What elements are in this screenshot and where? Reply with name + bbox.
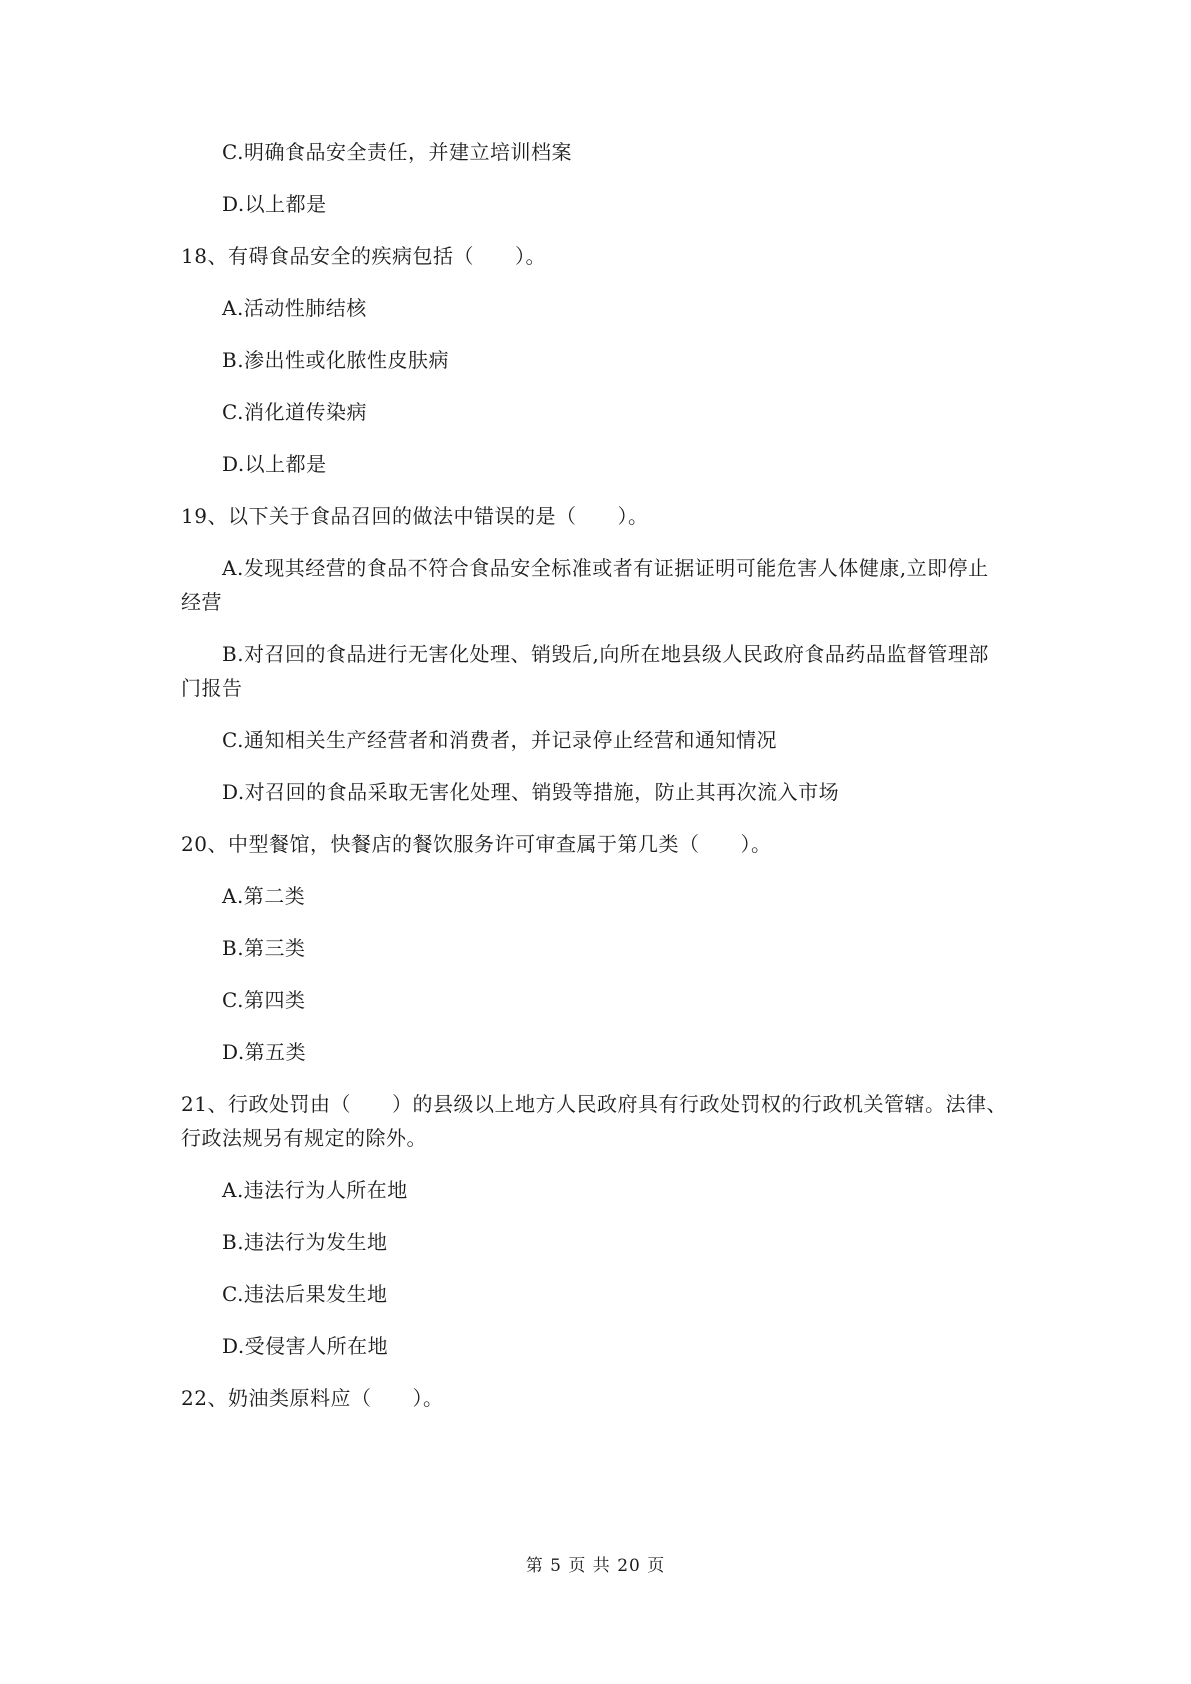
q18-option-a: A.活动性肺结核 [222,296,367,320]
q18-option-d: D.以上都是 [222,452,327,476]
q19-option-b-line2: 门报告 [181,676,243,700]
q21-option-d: D.受侵害人所在地 [222,1334,389,1358]
q17-option-d: D.以上都是 [222,192,327,216]
q21-option-b: B.违法行为发生地 [222,1230,388,1254]
q22-stem: 22、奶油类原料应（ ）。 [181,1386,444,1410]
q18-stem: 18、有碍食品安全的疾病包括（ ）。 [181,244,546,268]
q19-option-d: D.对召回的食品采取无害化处理、销毁等措施，防止其再次流入市场 [222,780,840,804]
page-number-footer: 第 5 页 共 20 页 [525,1556,666,1576]
q19-option-b-line1: B.对召回的食品进行无害化处理、销毁后,向所在地县级人民政府食品药品监督管理部 [222,642,989,666]
q21-stem-line2: 行政法规另有规定的除外。 [181,1126,427,1150]
q19-stem: 19、以下关于食品召回的做法中错误的是（ ）。 [181,504,649,528]
q18-option-c: C.消化道传染病 [222,400,367,424]
q21-stem-line1: 21、行政处罚由（ ）的县级以上地方人民政府具有行政处罚权的行政机关管辖。法律、 [181,1092,1007,1116]
q20-option-a: A.第二类 [222,884,306,908]
q19-option-a-line2: 经营 [181,590,222,614]
q20-option-d: D.第五类 [222,1040,307,1064]
q19-option-a-line1: A.发现其经营的食品不符合食品安全标准或者有证据证明可能危害人体健康,立即停止 [222,556,989,580]
q20-option-b: B.第三类 [222,936,306,960]
q19-option-c: C.通知相关生产经营者和消费者，并记录停止经营和通知情况 [222,728,777,752]
q17-option-c: C.明确食品安全责任，并建立培训档案 [222,140,572,164]
q18-option-b: B.渗出性或化脓性皮肤病 [222,348,450,372]
q21-option-a: A.违法行为人所在地 [222,1178,408,1202]
q20-option-c: C.第四类 [222,988,306,1012]
q21-option-c: C.违法后果发生地 [222,1282,388,1306]
q20-stem: 20、中型餐馆，快餐店的餐饮服务许可审查属于第几类（ ）。 [181,832,772,856]
